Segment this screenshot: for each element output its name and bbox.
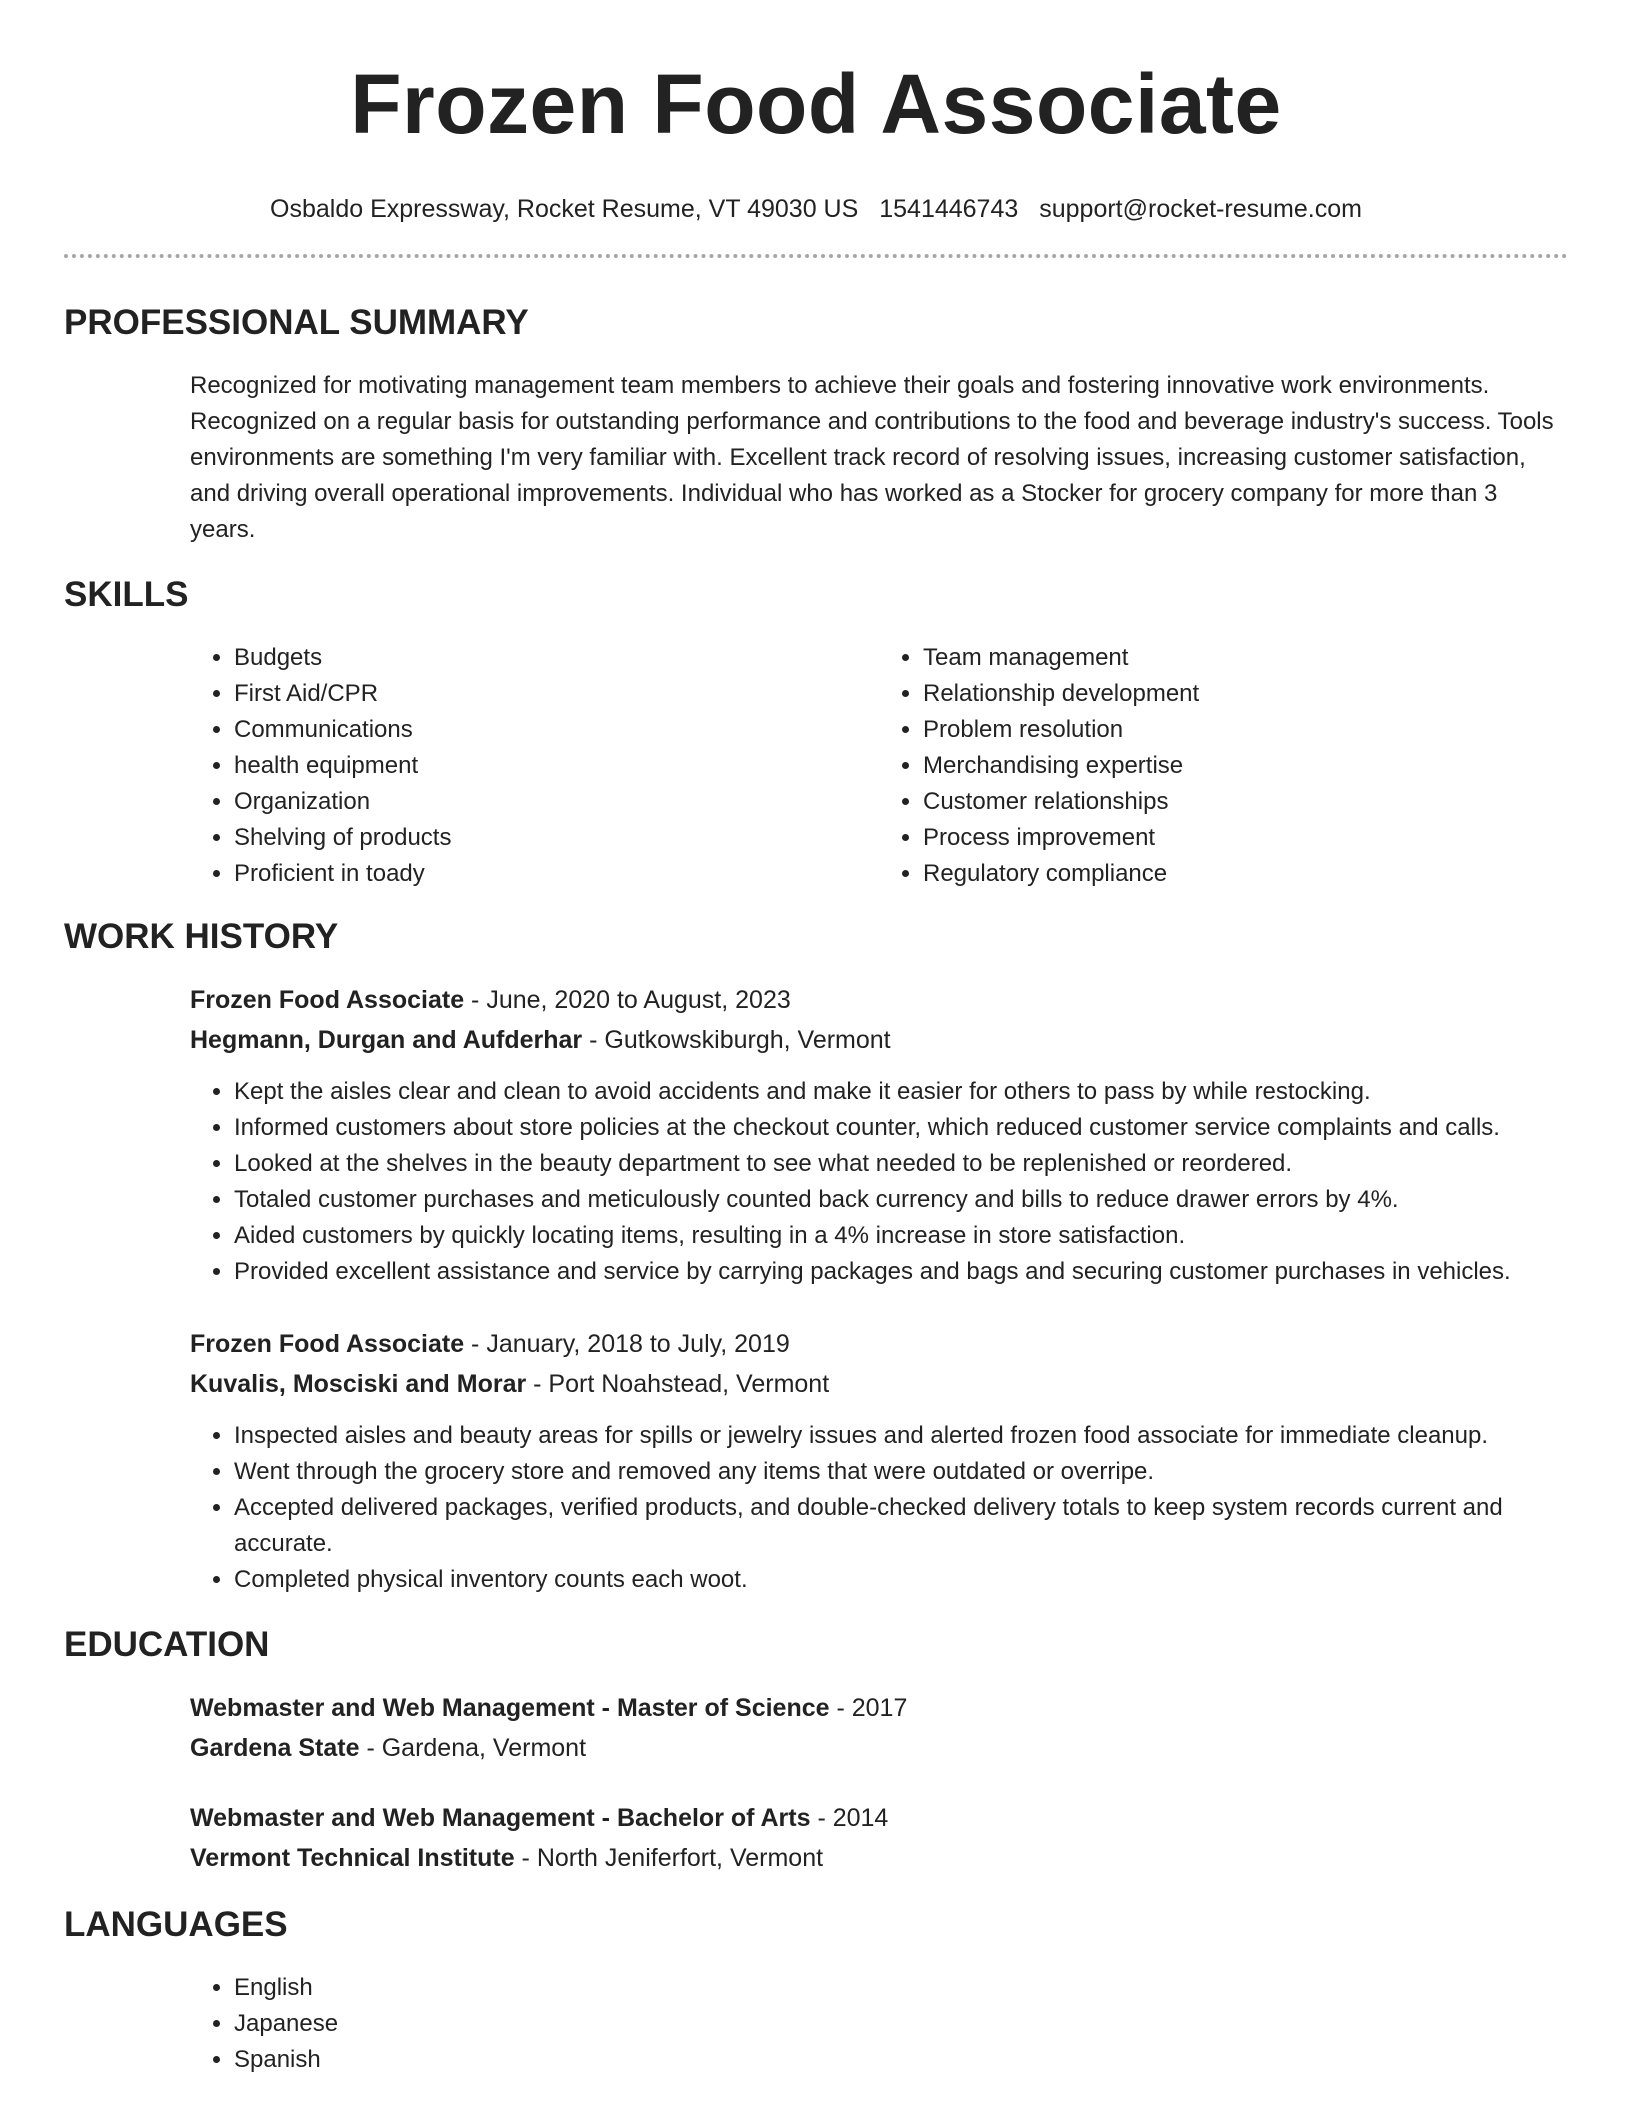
job-entry [190,980,1568,1290]
job-bullet: • Aided customers by quickly locating items, resulting in a 4% increase in store satisfaction. [234,1218,1568,1254]
employer-location: - Gutkowskiburgh, Vermont [582,1026,891,1054]
job-title-line [190,980,1568,1020]
language-item: • Spanish [234,2042,1568,2078]
employer-line [190,1364,1568,1404]
job-bullet: • Informed customers about store policies at the checkout counter, which reduced customer service complaints and calls. [234,1110,1568,1146]
job-title: Frozen Food Associate [190,986,465,1014]
skills-column-left [190,640,879,892]
contact-phone: 1541446743 [879,195,1019,223]
job-title: Frozen Food Associate [190,1330,465,1358]
skill-item: • Process improvement [923,820,1568,856]
job-bullet: • Completed physical inventory counts each woot. [234,1562,1568,1598]
summary-heading: PROFESSIONAL SUMMARY [64,303,529,342]
employer-name: Kuvalis, Mosciski and Morar [190,1370,527,1398]
employer-location: - Port Noahstead, Vermont [526,1370,830,1398]
job-bullet: • Accepted delivered packages, verified products, and double-checked delivery totals to keep system records current and accurate. [234,1490,1568,1562]
skill-item: • Proficient in toady [234,856,879,892]
skill-item: • Budgets [234,640,879,676]
language-item: • English [234,1970,1568,2006]
skills-column-right [879,640,1568,892]
skill-item: • Customer relationships [923,784,1568,820]
job-bullet: • Kept the aisles clear and clean to avoid accidents and make it easier for others to pass by while restocking. [234,1074,1568,1110]
school-name: Vermont Technical Institute [190,1844,515,1872]
skill-item: • health equipment [234,748,879,784]
language-item: • Japanese [234,2006,1568,2042]
job-bullet: • Totaled customer purchases and meticulously counted back currency and bills to reduce drawer errors by 4%. [234,1182,1568,1218]
contact-address: Osbaldo Expressway, Rocket Resume, VT 49030 US [270,195,859,223]
languages-list [190,1970,1568,2078]
school-name: Gardena State [190,1734,360,1762]
work-history-heading: WORK HISTORY [64,917,339,956]
summary-text: Recognized for motivating management team members to achieve their goals and fostering innovative work environments. Recognized on a regular basis for outstanding performance and contributions to the food and beverage industry's success. Tools environments are something I'm very familiar with. Excellent track record of resolving issues, increasing customer satisfaction, and driving overall operational improvements. Individual who has worked as a Stocker for grocery company for more than 3 years. [190,372,1554,543]
degree-line [190,1798,1568,1838]
skills-list [190,640,1568,892]
education-heading: EDUCATION [64,1625,270,1664]
employer-name: Hegmann, Durgan and Aufderhar [190,1026,583,1054]
header-divider [64,254,1568,258]
job-bullet: • Inspected aisles and beauty areas for spills or jewelry issues and alerted frozen food associate for immediate cleanup. [234,1418,1568,1454]
skill-item: • Regulatory compliance [923,856,1568,892]
job-bullet: • Provided excellent assistance and service by carrying packages and bags and securing customer purchases in vehicles. [234,1254,1568,1290]
job-dates: - June, 2020 to August, 2023 [464,986,791,1014]
degree-name: Webmaster and Web Management - Bachelor of Arts [190,1804,811,1832]
education-entry [190,1798,1568,1878]
school-line [190,1838,1568,1878]
school-location: - Gardena, Vermont [359,1734,587,1762]
degree-name: Webmaster and Web Management - Master of Science [190,1694,830,1722]
education-entry [190,1688,1568,1768]
languages-heading: LANGUAGES [64,1905,288,1944]
skills-heading: SKILLS [64,575,189,614]
degree-year: - 2014 [810,1804,889,1832]
contact-line [64,194,1568,224]
skill-item: • Merchandising expertise [923,748,1568,784]
skill-item: • Organization [234,784,879,820]
skill-item: • First Aid/CPR [234,676,879,712]
candidate-name: Frozen Food Associate [350,57,1282,151]
skill-item: • Problem resolution [923,712,1568,748]
degree-year: - 2017 [829,1694,908,1722]
degree-line [190,1688,1568,1728]
job-entry [190,1324,1568,1598]
job-title-line [190,1324,1568,1364]
skill-item: • Relationship development [923,676,1568,712]
school-location: - North Jeniferfort, Vermont [514,1844,824,1872]
languages-items [190,1970,1568,2078]
school-line [190,1728,1568,1768]
skill-item: • Communications [234,712,879,748]
contact-email: support@rocket-resume.com [1039,195,1362,223]
skill-item: • Shelving of products [234,820,879,856]
job-bullets [190,1074,1568,1290]
job-bullet: • Looked at the shelves in the beauty department to see what needed to be replenished or reordered. [234,1146,1568,1182]
job-bullet: • Went through the grocery store and removed any items that were outdated or overripe. [234,1454,1568,1490]
skill-item: • Team management [923,640,1568,676]
employer-line [190,1020,1568,1060]
job-dates: - January, 2018 to July, 2019 [464,1330,790,1358]
job-bullets [190,1418,1568,1598]
